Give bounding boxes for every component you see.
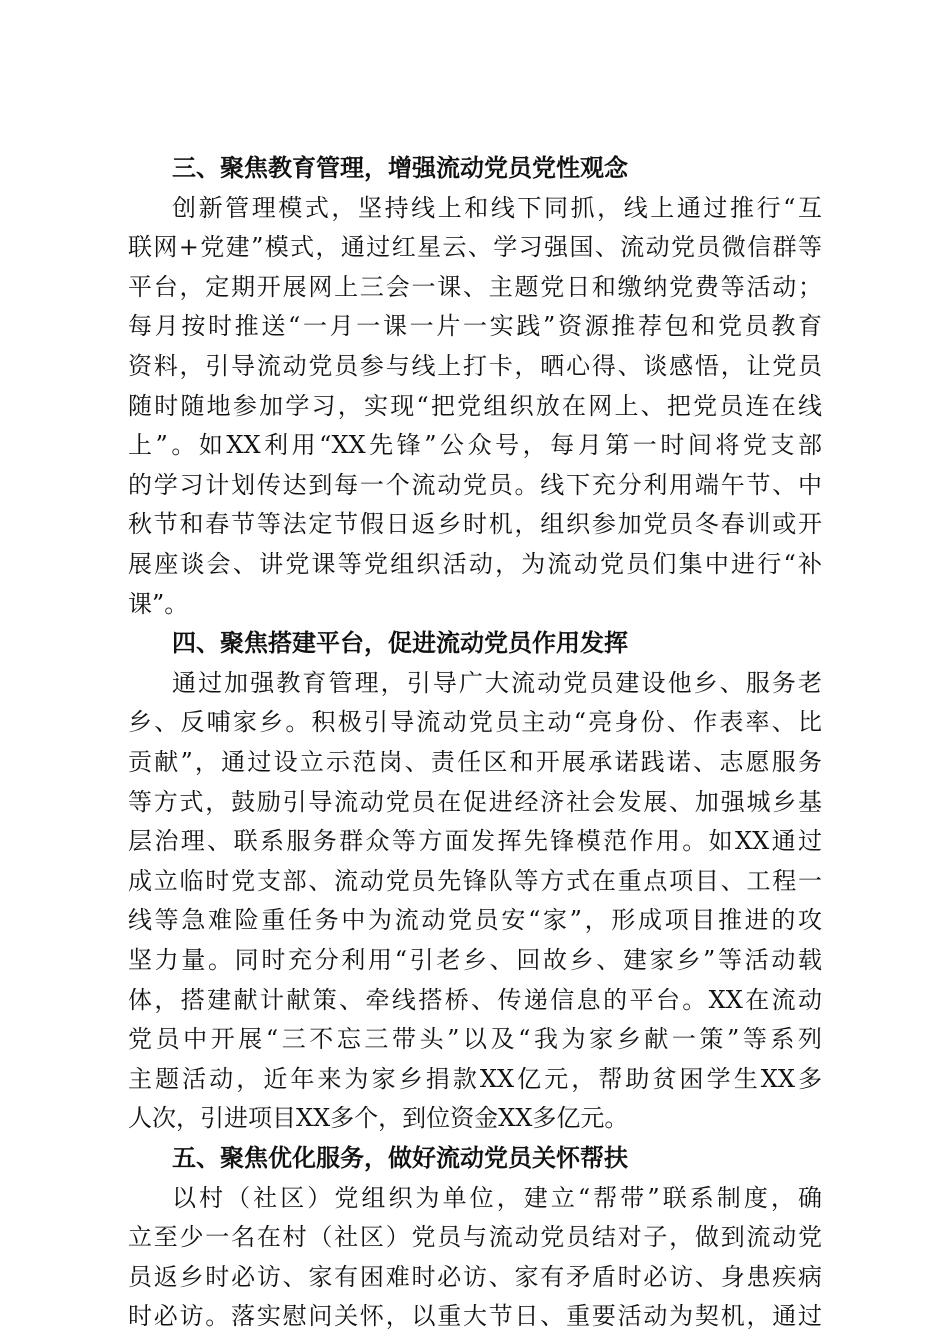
paragraph-line: 的学习计划传达到每一个流动党员。线下充分利用端午节、中 <box>128 471 822 499</box>
paragraph-line: 秋节和春节等法定节假日返乡时机，组织参加党员冬春训或开 <box>128 510 822 538</box>
paragraph-line: 每月按时推送“一月一课一片一实践”资源推荐包和党员教育 <box>128 312 822 340</box>
paragraph-line: 资料，引导流动党员参与线上打卡，晒心得、谈感悟，让党员 <box>128 352 822 380</box>
paragraph-line: 成立临时党支部、流动党员先锋队等方式在重点项目、工程一 <box>128 867 822 895</box>
paragraph-line: 展座谈会、讲党课等党组织活动，为流动党员们集中进行“补 <box>128 550 822 578</box>
paragraph-line: 联网+党建”模式，通过红星云、学习强国、流动党员微信群等 <box>128 233 822 261</box>
paragraph-line: 创新管理模式，坚持线上和线下同抓，线上通过推行“互 <box>172 194 822 222</box>
paragraph-line: 人次，引进项目XX多个，到位资金XX多亿元。 <box>128 1104 629 1132</box>
paragraph-line: 乡、反哺家乡。积极引导流动党员主动“亮身份、作表率、比 <box>128 708 822 736</box>
paragraph-line: 党员中开展“三不忘三带头”以及“我为家乡献一策”等系列 <box>128 1025 822 1053</box>
paragraph-line: 等方式，鼓励引导流动党员在促进经济社会发展、加强城乡基 <box>128 788 822 816</box>
paragraph-line: 贡献”，通过设立示范岗、责任区和开展承诺践诺、志愿服务 <box>128 748 822 776</box>
paragraph-line: 员返乡时必访、家有困难时必访、家有矛盾时必访、身患疾病 <box>128 1263 822 1291</box>
paragraph-line: 平台，定期开展网上三会一课、主题党日和缴纳党费等活动； <box>128 273 822 301</box>
paragraph-line: 上”。如XX利用“XX先锋”公众号，每月第一时间将党支部 <box>128 431 822 459</box>
paragraph-line: 通过加强教育管理，引导广大流动党员建设他乡、服务老 <box>172 669 822 697</box>
paragraph-line: 以村（社区）党组织为单位，建立“帮带”联系制度，确 <box>172 1184 822 1212</box>
paragraph-line: 立至少一名在村（社区）党员与流动党员结对子，做到流动党 <box>128 1223 822 1251</box>
section-heading: 四、聚焦搭建平台，促进流动党员作用发挥 <box>172 629 628 657</box>
paragraph-line: 层治理、联系服务群众等方面发挥先锋模范作用。如XX通过 <box>128 827 822 855</box>
paragraph-line: 课”。 <box>128 590 189 618</box>
paragraph-line: 主题活动，近年来为家乡捐款XX亿元，帮助贫困学生XX多 <box>128 1065 822 1093</box>
paragraph-line: 坚力量。同时充分利用“引老乡、回故乡、建家乡”等活动载 <box>128 946 822 974</box>
section-heading: 三、聚焦教育管理，增强流动党员党性观念 <box>172 154 628 182</box>
paragraph-line: 时必访。落实慰问关怀，以重大节日、重要活动为契机，通过 <box>128 1302 822 1330</box>
paragraph-line: 随时随地参加学习，实现“把党组织放在网上、把党员连在线 <box>128 392 822 420</box>
paragraph-line: 线等急难险重任务中为流动党员安“家”，形成项目推进的攻 <box>128 906 822 934</box>
section-heading: 五、聚焦优化服务，做好流动党员关怀帮扶 <box>172 1144 628 1172</box>
paragraph-line: 体，搭建献计献策、牵线搭桥、传递信息的平台。XX在流动 <box>128 986 822 1014</box>
